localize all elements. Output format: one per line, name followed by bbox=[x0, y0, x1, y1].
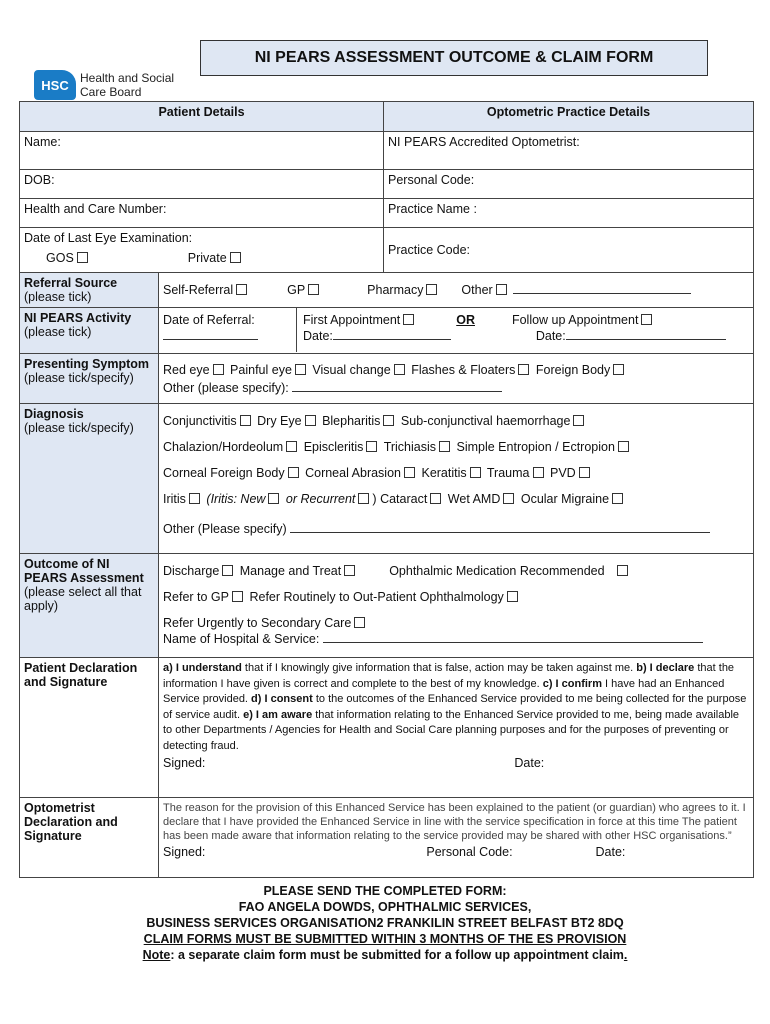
footer-line-1: PLEASE SEND THE COMPLETED FORM: bbox=[263, 884, 507, 898]
decl-c-bold: c) I confirm bbox=[542, 677, 602, 690]
pvd-label: PVD bbox=[549, 466, 576, 480]
practice-details-header: Optometric Practice Details bbox=[384, 102, 754, 132]
footer-line-4: CLAIM FORMS MUST BE SUBMITTED WITHIN 3 MONTHS OF THE ES PROVISION bbox=[143, 932, 627, 946]
trichiasis-checkbox[interactable] bbox=[439, 441, 450, 452]
practice-name-field[interactable] bbox=[384, 199, 754, 228]
iritis-label: Iritis bbox=[163, 492, 186, 506]
logo-line-2: Care Board bbox=[80, 85, 142, 99]
subconj-label: Sub-conjunctival haemorrhage bbox=[400, 414, 571, 428]
entropion-label: Simple Entropion / Ectropion bbox=[456, 440, 615, 454]
pharmacy-checkbox[interactable] bbox=[426, 284, 437, 295]
symptom-label: Presenting Symptom bbox=[24, 357, 150, 371]
diagnosis-label: Diagnosis bbox=[24, 407, 84, 421]
optometrist-code-label[interactable]: Personal Code: bbox=[426, 845, 513, 859]
manage-treat-label: Manage and Treat bbox=[239, 564, 342, 578]
last-exam-label: Date of Last Eye Examination: bbox=[24, 231, 193, 245]
footer-note-end: . bbox=[623, 948, 628, 962]
refer-gp-checkbox[interactable] bbox=[232, 591, 243, 602]
iritis-recurrent-label: or Recurrent bbox=[285, 492, 356, 506]
decl-b-bold: b) I declare bbox=[636, 662, 695, 674]
optometrist-date-label[interactable]: Date: bbox=[595, 845, 626, 859]
optometrist-signed-label[interactable]: Signed: bbox=[163, 845, 206, 859]
patient-date-label[interactable]: Date: bbox=[514, 756, 545, 770]
other-checkbox[interactable] bbox=[496, 284, 507, 295]
diagnosis-other-label: Other (Please specify) bbox=[163, 522, 287, 536]
form-title: NI PEARS ASSESSMENT OUTCOME & CLAIM FORM bbox=[200, 40, 708, 76]
corneal-abrasion-label: Corneal Abrasion bbox=[305, 466, 401, 480]
or-label: OR bbox=[456, 313, 475, 327]
hsc-logo-mark: HSC bbox=[34, 70, 76, 100]
subconj-checkbox[interactable] bbox=[573, 415, 584, 426]
first-date-input[interactable] bbox=[333, 329, 451, 340]
episcleritis-label: Episcleritis bbox=[303, 440, 364, 454]
follow-up-date-label: Date: bbox=[535, 329, 566, 343]
gp-checkbox[interactable] bbox=[308, 284, 319, 295]
date-of-referral-input[interactable] bbox=[163, 329, 258, 340]
referral-source-sub: (please tick) bbox=[24, 290, 92, 304]
decl-e-text: that information relating to the Enhanced Service provided to me, being made available to other Departments / Agencies for Health and Social Care planning purposes and for the purposes of preventing or detecting fraud. bbox=[163, 708, 740, 752]
name-field[interactable] bbox=[20, 132, 384, 170]
diagnosis-sub: (please tick/specify) bbox=[24, 421, 134, 435]
iritis-recurrent-checkbox[interactable] bbox=[358, 493, 369, 504]
ocular-migraine-label: Ocular Migraine bbox=[520, 492, 610, 506]
visual-change-checkbox[interactable] bbox=[394, 364, 405, 375]
hospital-label: Name of Hospital & Service: bbox=[163, 632, 320, 646]
claim-form-table bbox=[19, 101, 754, 878]
conjunctivitis-checkbox[interactable] bbox=[240, 415, 251, 426]
first-date-label: Date: bbox=[303, 329, 333, 343]
ophthalmic-med-checkbox[interactable] bbox=[617, 565, 628, 576]
footer-note-label: Note bbox=[142, 948, 171, 962]
footer-line-3: BUSINESS SERVICES ORGANISATION2 FRANKILIN STREET BELFAST BT2 8DQ bbox=[146, 916, 624, 930]
refer-routine-checkbox[interactable] bbox=[507, 591, 518, 602]
practice-code-label: Practice Code: bbox=[388, 243, 470, 257]
symptom-other-input[interactable] bbox=[292, 381, 502, 392]
hcn-label: Health and Care Number: bbox=[24, 202, 167, 216]
refer-routine-label: Refer Routinely to Out-Patient Ophthalmology bbox=[249, 590, 504, 604]
first-appointment-label: First Appointment bbox=[303, 313, 401, 327]
pvd-checkbox[interactable] bbox=[579, 467, 590, 478]
gos-label: GOS bbox=[46, 251, 74, 265]
chalazion-label: Chalazion/Hordeolum bbox=[163, 440, 284, 454]
iritis-close: ) bbox=[372, 492, 377, 506]
last-exam-field bbox=[20, 228, 384, 273]
visual-change-label: Visual change bbox=[312, 362, 391, 377]
pharmacy-label: Pharmacy bbox=[367, 283, 424, 297]
foreign-body-label: Foreign Body bbox=[535, 362, 611, 377]
decl-a-bold: a) I understand bbox=[163, 662, 242, 674]
personal-code-label: Personal Code: bbox=[388, 173, 475, 187]
logo-line-1: Health and Social bbox=[80, 71, 175, 85]
diagnosis-other-input[interactable] bbox=[290, 522, 710, 533]
cataract-label: Cataract bbox=[380, 492, 428, 506]
keratitis-checkbox[interactable] bbox=[470, 467, 481, 478]
decl-d-text: to the outcomes of the Enhanced Service provided to me being collected for the purpose of service audit. bbox=[163, 693, 747, 721]
ophthalmic-med-label: Ophthalmic Medication Recommended bbox=[389, 564, 605, 578]
flashes-label: Flashes & Floaters bbox=[411, 362, 516, 377]
date-of-referral-label: Date of Referral: bbox=[163, 313, 255, 327]
refer-urgent-checkbox[interactable] bbox=[354, 617, 365, 628]
gos-checkbox[interactable] bbox=[77, 252, 88, 263]
trauma-label: Trauma bbox=[486, 466, 530, 480]
practice-name-label: Practice Name : bbox=[388, 202, 477, 216]
red-eye-checkbox[interactable] bbox=[213, 364, 224, 375]
referral-source-label: Referral Source bbox=[24, 276, 118, 290]
manage-treat-checkbox[interactable] bbox=[344, 565, 355, 576]
iritis-checkbox[interactable] bbox=[189, 493, 200, 504]
discharge-label: Discharge bbox=[163, 564, 220, 578]
footer-instructions bbox=[0, 883, 770, 963]
name-label: Name: bbox=[24, 135, 61, 149]
cataract-checkbox[interactable] bbox=[430, 493, 441, 504]
follow-up-checkbox[interactable] bbox=[641, 314, 652, 325]
corneal-fb-label: Corneal Foreign Body bbox=[163, 466, 285, 480]
flashes-checkbox[interactable] bbox=[518, 364, 529, 375]
outcome-sub: (please select all that apply) bbox=[24, 585, 142, 613]
self-referral-checkbox[interactable] bbox=[236, 284, 247, 295]
personal-code-field[interactable] bbox=[384, 170, 754, 199]
practice-code-field[interactable] bbox=[384, 228, 754, 273]
patient-details-header: Patient Details bbox=[20, 102, 384, 132]
decl-e-bold: e) I am aware bbox=[243, 708, 313, 721]
patient-decl-label: Patient Declaration and Signature bbox=[24, 661, 138, 689]
decl-d-bold: d) I consent bbox=[251, 693, 313, 705]
optometrist-field[interactable] bbox=[384, 132, 754, 170]
painful-eye-label: Painful eye bbox=[230, 362, 292, 377]
self-referral-label: Self-Referral bbox=[163, 283, 234, 297]
health-care-number-field[interactable] bbox=[20, 199, 384, 228]
trauma-checkbox[interactable] bbox=[533, 467, 544, 478]
foreign-body-checkbox[interactable] bbox=[613, 364, 624, 375]
hospital-input[interactable] bbox=[323, 632, 703, 643]
refer-gp-label: Refer to GP bbox=[163, 590, 229, 604]
optometrist-decl-label: Optometrist Declaration and Signature bbox=[24, 801, 118, 843]
discharge-checkbox[interactable] bbox=[222, 565, 233, 576]
iritis-new-checkbox[interactable] bbox=[268, 493, 279, 504]
corneal-fb-checkbox[interactable] bbox=[288, 467, 299, 478]
ocular-migraine-checkbox[interactable] bbox=[612, 493, 623, 504]
conjunctivitis-label: Conjunctivitis bbox=[163, 414, 237, 428]
first-appointment-checkbox[interactable] bbox=[403, 314, 414, 325]
follow-up-date-input[interactable] bbox=[566, 329, 726, 340]
activity-sub: (please tick) bbox=[24, 325, 92, 339]
footer-note-text: : a separate claim form must be submitted for a follow up appointment claim bbox=[170, 948, 624, 962]
outcome-label: Outcome of NI PEARS Assessment bbox=[24, 557, 144, 585]
chalazion-checkbox[interactable] bbox=[286, 441, 297, 452]
dob-field[interactable] bbox=[20, 170, 384, 199]
private-checkbox[interactable] bbox=[230, 252, 241, 263]
follow-up-label: Follow up Appointment bbox=[511, 313, 639, 327]
trichiasis-label: Trichiasis bbox=[383, 440, 437, 454]
activity-label: NI PEARS Activity bbox=[24, 311, 132, 325]
dry-eye-label: Dry Eye bbox=[257, 414, 302, 428]
entropion-checkbox[interactable] bbox=[618, 441, 629, 452]
decl-c-text: I have had an Enhanced Service provided. bbox=[163, 677, 725, 705]
patient-signed-label[interactable]: Signed: bbox=[163, 756, 206, 770]
other-label: Other bbox=[461, 283, 493, 297]
symptom-other-label: Other (please specify): bbox=[163, 380, 289, 395]
blepharitis-checkbox[interactable] bbox=[383, 415, 394, 426]
wet-amd-checkbox[interactable] bbox=[503, 493, 514, 504]
decl-b-text: that the information I have given is correct and complete to the best of my knowledge. bbox=[163, 662, 735, 690]
iritis-new-label: (Iritis: New bbox=[206, 492, 266, 506]
other-referral-input[interactable] bbox=[513, 283, 691, 294]
painful-eye-checkbox[interactable] bbox=[295, 364, 306, 375]
symptom-sub: (please tick/specify) bbox=[24, 371, 134, 385]
episcleritis-checkbox[interactable] bbox=[366, 441, 377, 452]
refer-urgent-label: Refer Urgently to Secondary Care bbox=[163, 616, 352, 630]
blepharitis-label: Blepharitis bbox=[322, 414, 381, 428]
optometrist-decl-text: The reason for the provision of this Enhanced Service has been explained to the patient (or guardian) who agrees to it. I declare that I have provided the Enhanced Service in line with the service specification in force at this time The patient has been made aware that information relating to the service provided may be shared with other HSC organisations.” bbox=[163, 802, 746, 842]
red-eye-label: Red eye bbox=[163, 362, 210, 377]
corneal-abrasion-checkbox[interactable] bbox=[404, 467, 415, 478]
private-label: Private bbox=[187, 251, 227, 265]
footer-line-2: FAO ANGELA DOWDS, OPHTHALMIC SERVICES, bbox=[238, 900, 532, 914]
keratitis-label: Keratitis bbox=[421, 466, 467, 480]
dry-eye-checkbox[interactable] bbox=[305, 415, 316, 426]
optometrist-label: NI PEARS Accredited Optometrist: bbox=[388, 135, 580, 149]
wet-amd-label: Wet AMD bbox=[447, 492, 501, 506]
dob-label: DOB: bbox=[24, 173, 55, 187]
gp-label: GP bbox=[287, 283, 306, 297]
hsc-logo bbox=[34, 70, 174, 100]
decl-a-text: that if I knowingly give information that is false, action may be taken against me. bbox=[241, 662, 637, 674]
